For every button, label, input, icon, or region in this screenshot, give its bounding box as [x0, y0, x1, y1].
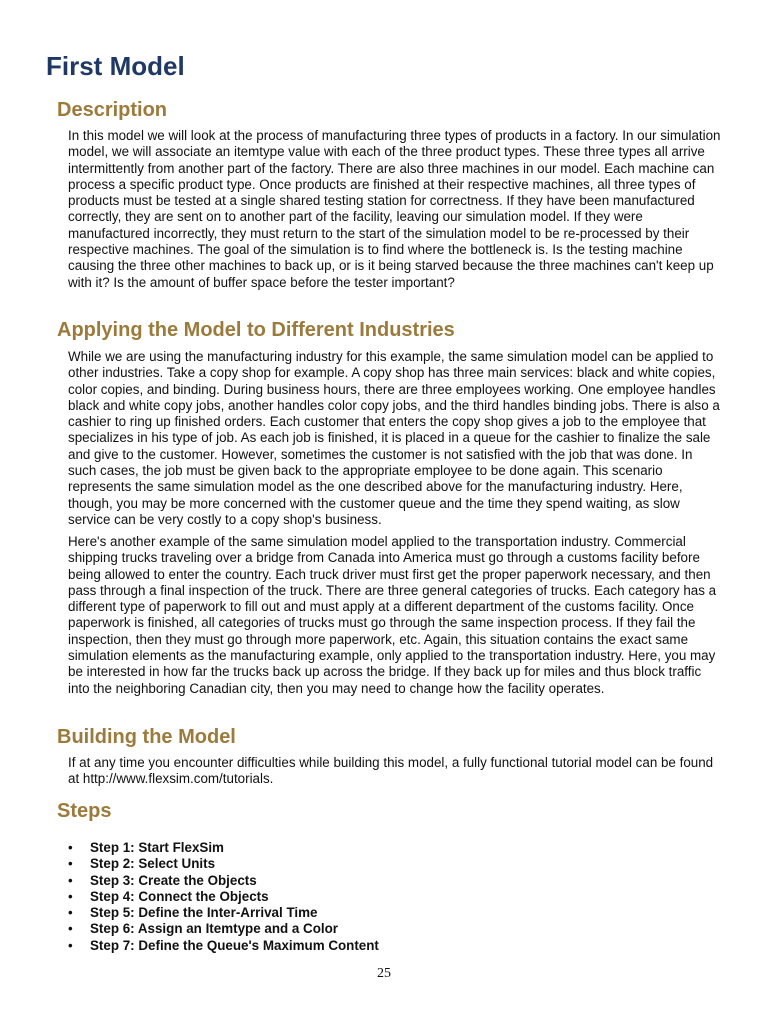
step-label: Step 1: Start FlexSim — [90, 840, 224, 855]
step-label: Step 7: Define the Queue's Maximum Content — [90, 937, 379, 953]
page-number: 25 — [377, 966, 391, 981]
list-item — [68, 873, 708, 889]
bullet-glyph: • — [68, 905, 73, 921]
bullet-glyph: • — [68, 856, 73, 872]
list-item — [68, 905, 708, 921]
step-label: Step 4: Connect the Objects — [90, 888, 269, 904]
step-label: Step 6: Assign an Itemtype and a Color — [90, 921, 339, 937]
bullet-glyph: • — [68, 888, 73, 904]
description-heading: Description — [57, 99, 168, 121]
industries-paragraph-copy-shop: While we are using the manufacturing industry for this example, the same simulation model can be applied to other industries. Take a copy shop for example. A copy shop has three main services: black and white copies, color copies, and binding. During business hours, there are three employees working. One employee handles black and white copy jobs, another handles color copy jobs, and the third handles binding jobs. There is also a cashier to ring up finished orders. Each customer that enters the copy shop gives a job to the employee that specializes in his type of job. As each job is finished, it is placed in a queue for the cashier to finalize the sale and give to the customer. However, sometimes the customer is not satisfied with the job that was done. In such cases, the job must be given back to the appropriate employee to be done again. This scenario represents the same simulation model as the one described above for the manufacturing industry. Here, though, you may be more concerned with the customer queue and the time they spend waiting, as slow service can be very costly to a copy shop's business. — [68, 349, 720, 527]
industries-paragraph-transportation: Here's another example of the same simulation model applied to the transportation industry. Commercial shipping trucks traveling over a bridge from Canada into America must go through a customs facility before being allowed to enter the country. Each truck driver must first get the proper paperwork necessary, and then pass through a final inspection of the truck. There are three general categories of trucks. Each category has a different type of paperwork to fill out and must apply at a different department of the customs facility. Once paperwork is finished, all categories of trucks must go through the same inspection process. If they fail the inspection, then they must go through more paperwork, etc. Again, this situation contains the exact same simulation elements as the manufacturing example, only applied to the transportation industry. Here, you may be interested in how far the trucks back up across the bridge. If they back up for miles and thus block traffic into the neighboring Canadian city, then you may need to change how the facility operates. — [68, 534, 717, 696]
page-title: First Model — [46, 51, 185, 81]
building-heading: Building the Model — [57, 726, 236, 748]
list-item — [68, 840, 708, 856]
bullet-glyph: • — [68, 840, 73, 855]
bullet-glyph: • — [68, 921, 73, 937]
steps-list — [68, 840, 708, 954]
step-label: Step 3: Create the Objects — [90, 872, 257, 888]
list-item — [68, 889, 708, 905]
step-label: Step 2: Select Units — [90, 856, 216, 872]
industries-heading: Applying the Model to Different Industries — [57, 319, 455, 341]
bullet-glyph: • — [68, 872, 73, 888]
description-paragraph: In this model we will look at the process of manufacturing three types of products in a factory. In our simulation model, we will associate an itemtype value with each of the three product types. These three types all arrive intermittently from another part of the factory. There are also three machines in our model. Each machine can process a specific product type. Once products are finished at their respective machines, all three types of products must be tested at a single shared testing station for correctness. If they have been manufactured correctly, they are sent on to another part of the facility, leaving our simulation model. If they were manufactured incorrectly, they must return to the start of the simulation model to be re-processed by their respective machines. The goal of the simulation is to find where the bottleneck is. Is the testing machine causing the three other machines to back up, or is it being starved because the three machines can't keep up with it? Is the amount of buffer space before the tester important? — [68, 128, 721, 290]
list-item — [68, 856, 708, 872]
building-paragraph: If at any time you encounter difficulties while building this model, a fully functional tutorial model can be found at http://www.flexsim.com/tutorials. — [68, 755, 714, 787]
list-item — [68, 921, 708, 937]
bullet-glyph: • — [68, 937, 73, 953]
list-item — [68, 938, 708, 954]
steps-heading: Steps — [57, 800, 112, 822]
step-label: Step 5: Define the Inter-Arrival Time — [90, 905, 318, 921]
